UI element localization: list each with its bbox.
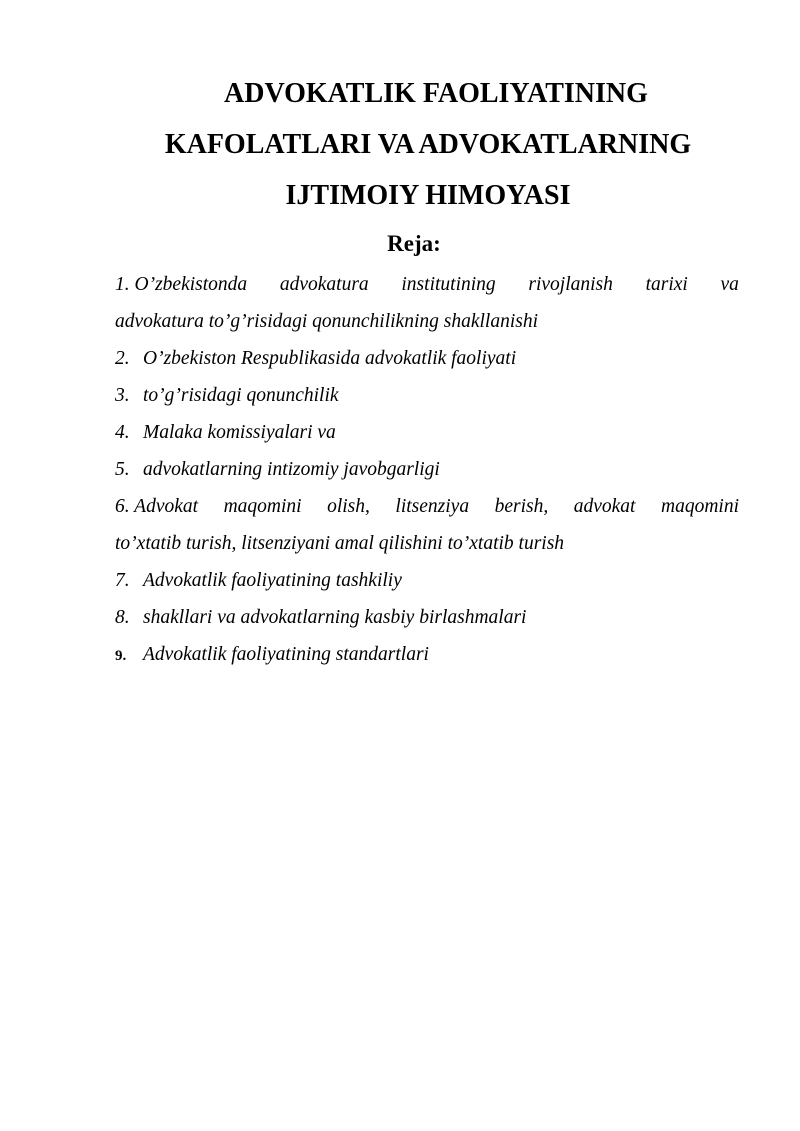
plan-item-4 <box>115 423 739 443</box>
plan-item-word: tarixi <box>645 274 688 295</box>
plan-item-word: O’zbekistonda <box>134 274 248 295</box>
plan-item-text: shakllari va advokatlarning kasbiy birlashmalari <box>143 607 527 628</box>
plan-item-word: institutining <box>401 274 496 295</box>
plan-item-number: 6. <box>115 496 130 517</box>
plan-item-text: advokatlarning intizomiy javobgarligi <box>143 459 440 480</box>
plan-item-word: advokatura <box>279 274 369 295</box>
plan-item-6-number-and-word <box>115 497 198 517</box>
plan-item-7 <box>115 571 739 591</box>
plan-item-word: olish, <box>327 496 370 517</box>
plan-item-1-number-and-word <box>115 275 247 295</box>
plan-item-1-line-1 <box>115 275 739 295</box>
plan-item-number: 8. <box>115 607 130 628</box>
document-title-line-3: IJTIMOIY HIMOYASI <box>285 180 571 211</box>
document-title-line-1: ADVOKATLIK FAOLIYATINING <box>224 78 648 109</box>
plan-item-word: va <box>720 274 739 295</box>
plan-item-6-line-1 <box>115 497 739 517</box>
plan-item-9 <box>115 645 739 665</box>
plan-item-word: advokat <box>573 496 636 517</box>
plan-item-number: 9. <box>115 648 127 664</box>
plan-item-number: 7. <box>115 570 130 591</box>
plan-item-text: Malaka komissiyalari va <box>143 422 336 443</box>
plan-item-word: litsenziya <box>395 496 470 517</box>
plan-heading: Reja: <box>387 231 441 256</box>
plan-item-text: O’zbekiston Respublikasida advokatlik faoliyati <box>143 348 517 369</box>
plan-item-number: 1. <box>115 274 130 295</box>
plan-item-number: 4. <box>115 422 130 443</box>
plan-item-1-line-2: advokatura to’g’risidagi qonunchilikning shakllanishi <box>115 311 539 332</box>
plan-item-word: berish, <box>494 496 549 517</box>
plan-item-text: Advokatlik faoliyatining tashkiliy <box>143 570 402 591</box>
plan-item-3 <box>115 386 739 406</box>
plan-item-word: rivojlanish <box>528 274 613 295</box>
plan-item-word: maqomini <box>223 496 302 517</box>
plan-item-5 <box>115 460 739 480</box>
document-title-line-2: KAFOLATLARI VA ADVOKATLARNING <box>164 129 692 160</box>
plan-item-6-line-2: to’xtatib turish, litsenziyani amal qilishini to’xtatib turish <box>115 533 565 554</box>
plan-item-word: maqomini <box>660 496 739 517</box>
plan-item-number: 5. <box>115 459 130 480</box>
plan-item-number: 3. <box>115 385 130 406</box>
plan-item-number: 2. <box>115 348 130 369</box>
plan-item-word: Advokat <box>134 496 199 517</box>
plan-item-2 <box>115 349 739 369</box>
plan-item-text: to’g’risidagi qonunchilik <box>143 385 339 406</box>
plan-item-8 <box>115 608 739 628</box>
plan-item-text: Advokatlik faoliyatining standartlari <box>143 644 429 665</box>
